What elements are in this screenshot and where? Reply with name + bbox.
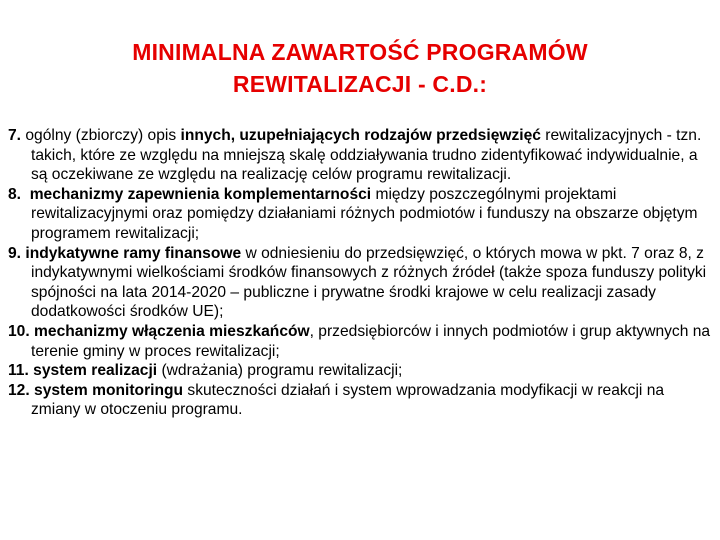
item-text-bold: mechanizmy włączenia mieszkańców [34,322,310,340]
item-number: 10. [8,322,30,340]
item-text-bold: innych, uzupełniających rodzajów przedsięwzięć [180,127,541,144]
item-text-pre [21,186,30,203]
item-text-bold: system monitoringu [34,381,184,399]
item-text-post: między poszczególnymi projektami rewitalizacyjnymi oraz pomiędzy działaniami różnych podmiotów i funduszy na obszarze objętym programem rewitalizacji; [31,185,698,242]
item-text-post: rewitalizacyjnych - tzn. takich, które ze względu na mniejszą skalę oddziaływania trudno zidentyfikować indywidualnie, a są oczekiwane ze względu na realizację celów programu rewitalizacji. [31,127,702,184]
item-text-post: (wdrażania) programu rewitalizacji; [157,362,403,380]
list-item-7 [8,126,713,185]
list-item-10 [8,322,713,361]
slide-title-line-2: REWITALIZACJI - C.D.: [232,71,488,97]
list-item-8 [8,185,713,244]
list-item-11 [8,361,713,381]
item-text-post: w odniesieniu do przedsięwzięć, o których mowa w pkt. 7 oraz 8, z indykatywnymi wielkościami środków finansowych z różnych źródeł (także spoza funduszy polityki spójności na lata 2014-2020 – publiczne i prywatne środki krajowe w celu realizacji zasady dodatkowości środków UE); [31,244,707,321]
list-item-12 [8,381,713,420]
item-text-bold: indykatywne ramy finansowe [25,244,242,262]
list-item-9 [8,244,713,322]
requirements-list [8,126,713,420]
item-number: 8. [8,185,22,203]
item-text-bold: system realizacji [33,362,158,380]
item-number: 9. [8,244,22,262]
item-text-post: skuteczności działań i system wprowadzania modyfikacji w reakcji na zmiany w otoczeniu programu. [31,381,665,419]
item-text-pre: ogólny (zbiorczy) opis [21,127,181,144]
item-number: 7. [8,127,22,144]
item-text-bold: mechanizmy zapewnienia komplementarności [29,185,372,203]
item-text-post: , przedsiębiorców i innych podmiotów i grup aktywnych na terenie gminy w proces rewitalizacji; [31,322,711,360]
slide-title-line-1: MINIMALNA ZAWARTOŚĆ PROGRAMÓW [132,39,588,65]
item-number: 12. [8,381,30,399]
item-number: 11. [8,362,29,380]
slide-title [40,36,680,100]
